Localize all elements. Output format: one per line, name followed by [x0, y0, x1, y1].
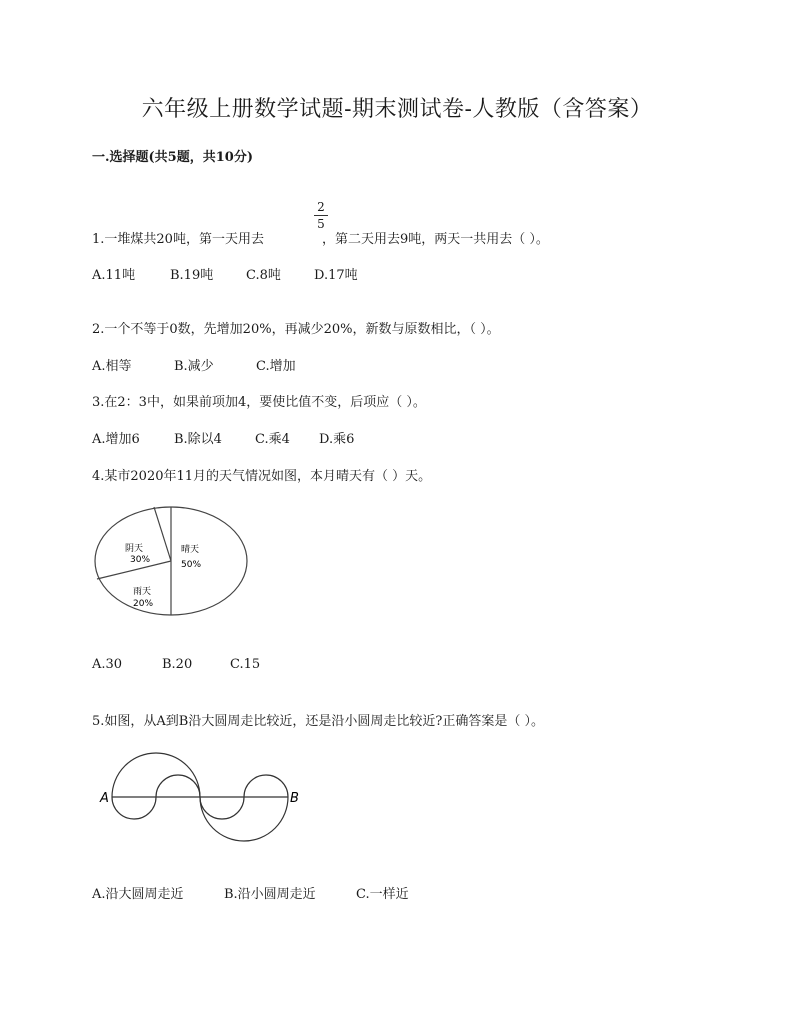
option-a[interactable]: A.沿大圆周走近 — [92, 887, 184, 902]
pie-label-cloudy: 阴天 — [125, 544, 144, 554]
question-4-options — [92, 657, 260, 672]
question-3: 3.在2：3中，如果前项加4，要使比值不变，后项应（ ）。 — [92, 395, 426, 410]
question-1-options — [92, 264, 358, 283]
question-3-options — [92, 428, 354, 447]
section-heading: 一.选择题(共5题，共10分) — [92, 150, 253, 165]
option-d[interactable]: D.17吨 — [314, 268, 358, 283]
question-1 — [92, 228, 549, 247]
option-b[interactable]: B.沿小圆周走近 — [224, 887, 316, 902]
option-c[interactable]: C.8吨 — [246, 268, 281, 283]
question-4: 4.某市2020年11月的天气情况如图，本月晴天有（ ）天。 — [92, 469, 432, 484]
option-a[interactable]: A.相等 — [92, 359, 132, 374]
option-d[interactable]: D.乘6 — [319, 432, 355, 447]
question-2-options — [92, 355, 296, 374]
option-b[interactable]: B.19吨 — [170, 268, 214, 283]
option-b[interactable]: B.20 — [162, 657, 193, 672]
option-c[interactable]: C.乘4 — [255, 432, 290, 447]
option-b[interactable]: B.减少 — [174, 359, 214, 374]
option-b[interactable]: B.除以4 — [174, 432, 222, 447]
option-a[interactable]: A.增加6 — [92, 432, 140, 447]
fraction-two-fifths — [312, 200, 330, 231]
pie-label-rainy: 雨天 — [133, 587, 152, 597]
fraction-denominator: 5 — [317, 217, 325, 231]
option-c[interactable]: C.15 — [230, 657, 261, 672]
option-a[interactable]: A.30 — [92, 657, 123, 672]
question-2: 2.一个不等于0数，先增加20%，再减少20%，新数与原数相比，（ ）。 — [92, 322, 500, 337]
fraction-numerator: 2 — [317, 200, 325, 214]
option-a[interactable]: A.11吨 — [92, 268, 136, 283]
option-c[interactable]: C.增加 — [256, 359, 296, 374]
fraction-bar — [314, 215, 328, 216]
question-5: 5.如图，从A到B沿大圆周走比较近，还是沿小圆周走比较近?正确答案是（ ）。 — [92, 714, 544, 729]
circles-path-diagram — [96, 745, 312, 845]
pie-label-sunny: 晴天 — [181, 545, 200, 555]
pie-value-rainy: 20% — [133, 599, 154, 609]
pie-value-sunny: 50% — [181, 560, 202, 570]
question-1-text-before: 1.一堆煤共20吨，第一天用去 — [92, 232, 264, 247]
point-b-label: B — [290, 791, 299, 806]
pie-value-cloudy: 30% — [130, 555, 151, 565]
question-1-text-after: ，第二天用去9吨，两天一共用去（ ）。 — [321, 232, 549, 247]
question-5-options — [92, 883, 409, 902]
point-a-label: A — [100, 791, 109, 806]
weather-pie-chart — [92, 505, 252, 620]
option-c[interactable]: C.一样近 — [356, 887, 409, 902]
page-title: 六年级上册数学试题-期末测试卷-人教版（含答案） — [141, 97, 653, 122]
